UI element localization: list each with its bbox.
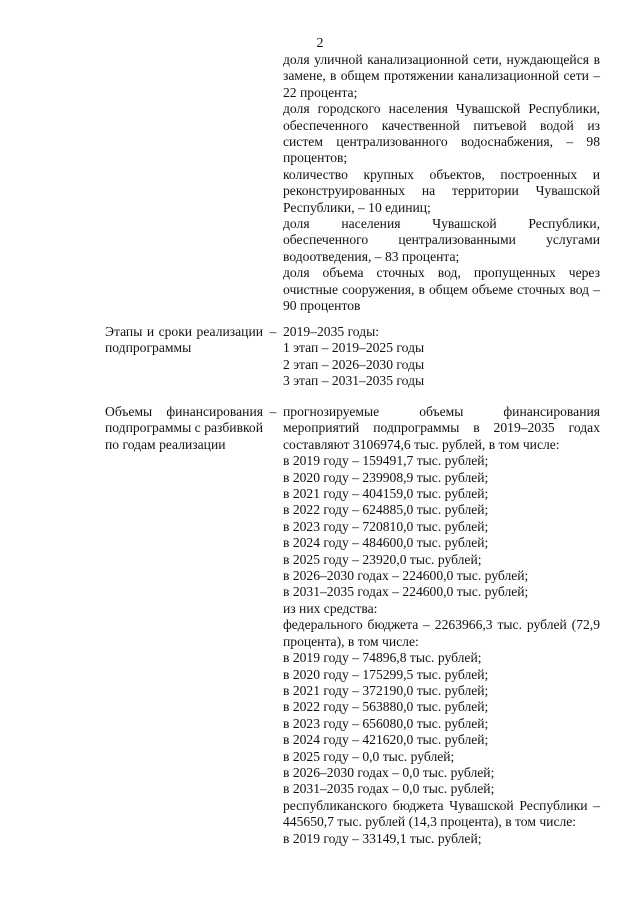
- indicator-item: доля городского населения Чувашской Республики, обеспеченного качественной питьевой водой из систем централизованного водоснабжения, – 98 процентов;: [283, 101, 600, 166]
- indicators-label: [105, 52, 263, 315]
- total-year-line: в 2021 году – 404159,0 тыс. рублей;: [283, 486, 489, 502]
- indicators-block: [105, 52, 600, 315]
- total-year-line: в 2023 году – 720810,0 тыс. рублей;: [283, 518, 489, 534]
- stages-values: [283, 324, 600, 390]
- indicator-item: количество крупных объектов, построенных и реконструированных на территории Чувашской Республики, – 10 единиц;: [283, 166, 600, 215]
- federal-year-line: в 2025 году – 0,0 тыс. рублей;: [283, 748, 455, 764]
- indicator-item: доля объема сточных вод, пропущенных через очистные сооружения, в общем объеме сточных вод – 90 процентов: [283, 265, 600, 314]
- federal-year-line: в 2019 году – 74896,8 тыс. рублей;: [283, 650, 482, 666]
- indicator-item: доля населения Чувашской Республики, обеспеченного централизованными услугами водоотведения, – 83 процента;: [283, 216, 600, 264]
- indicator-item: доля уличной канализационной сети, нуждающейся в замене, в общем протяжении канализационной сети – 22 процента;: [283, 52, 600, 100]
- page-number: 2: [316, 36, 324, 51]
- financing-values: [283, 404, 600, 847]
- total-year-line: в 2025 году – 23920,0 тыс. рублей;: [283, 551, 482, 567]
- federal-intro: федерального бюджета – 2263966,3 тыс. рублей (72,9 процента), в том числе:: [283, 617, 600, 649]
- indicators-values: [283, 52, 600, 315]
- total-year-line: в 2024 году – 484600,0 тыс. рублей;: [283, 535, 489, 551]
- republic-intro: республиканского бюджета Чувашской Республики – 445650,7 тыс. рублей (14,3 процента), в том числе:: [283, 797, 600, 830]
- stages-dash: –: [269, 324, 277, 339]
- indicators-dash: [263, 52, 283, 315]
- federal-year-line: в 2020 году – 175299,5 тыс. рублей;: [283, 666, 489, 682]
- total-year-line: в 2031–2035 годах – 224600,0 тыс. рублей;: [283, 584, 529, 600]
- federal-year-line: в 2023 году – 656080,0 тыс. рублей;: [283, 715, 489, 731]
- stage-line: 2019–2035 годы:: [283, 324, 380, 339]
- total-year-line: в 2026–2030 годах – 224600,0 тыс. рублей;: [283, 568, 529, 584]
- total-year-line: в 2020 году – 239908,9 тыс. рублей;: [283, 469, 489, 485]
- stage-line: 1 этап – 2019–2025 годы: [283, 340, 425, 356]
- federal-year-line: в 2022 году – 563880,0 тыс. рублей;: [283, 699, 489, 715]
- stage-line: 3 этап – 2031–2035 годы: [283, 373, 425, 389]
- federal-year-line: в 2021 году – 372190,0 тыс. рублей;: [283, 682, 489, 698]
- stages-block: [105, 324, 600, 390]
- financing-block: [105, 404, 600, 847]
- federal-year-line: в 2026–2030 годах – 0,0 тыс. рублей;: [283, 764, 495, 780]
- stage-line: 2 этап – 2026–2030 годы: [283, 356, 425, 372]
- stages-label: Этапы и сроки реализации подпрограммы: [105, 324, 263, 356]
- federal-year-line: в 2024 году – 421620,0 тыс. рублей;: [283, 732, 489, 748]
- sources-heading: из них средства:: [283, 600, 378, 616]
- federal-year-line: в 2031–2035 годах – 0,0 тыс. рублей;: [283, 781, 495, 797]
- republic-year-line: в 2019 году – 33149,1 тыс. рублей;: [283, 830, 482, 846]
- financing-label: Объемы финансирования подпрограммы с разбивкой по годам реализации: [105, 404, 263, 452]
- total-year-line: в 2022 году – 624885,0 тыс. рублей;: [283, 502, 489, 518]
- total-year-line: в 2019 году – 159491,7 тыс. рублей;: [283, 453, 489, 469]
- financing-dash: –: [269, 404, 277, 419]
- financing-intro: прогнозируемые объемы финансирования мероприятий подпрограммы в 2019–2035 годах составляют 3106974,6 тыс. рублей, в том числе:: [283, 404, 600, 452]
